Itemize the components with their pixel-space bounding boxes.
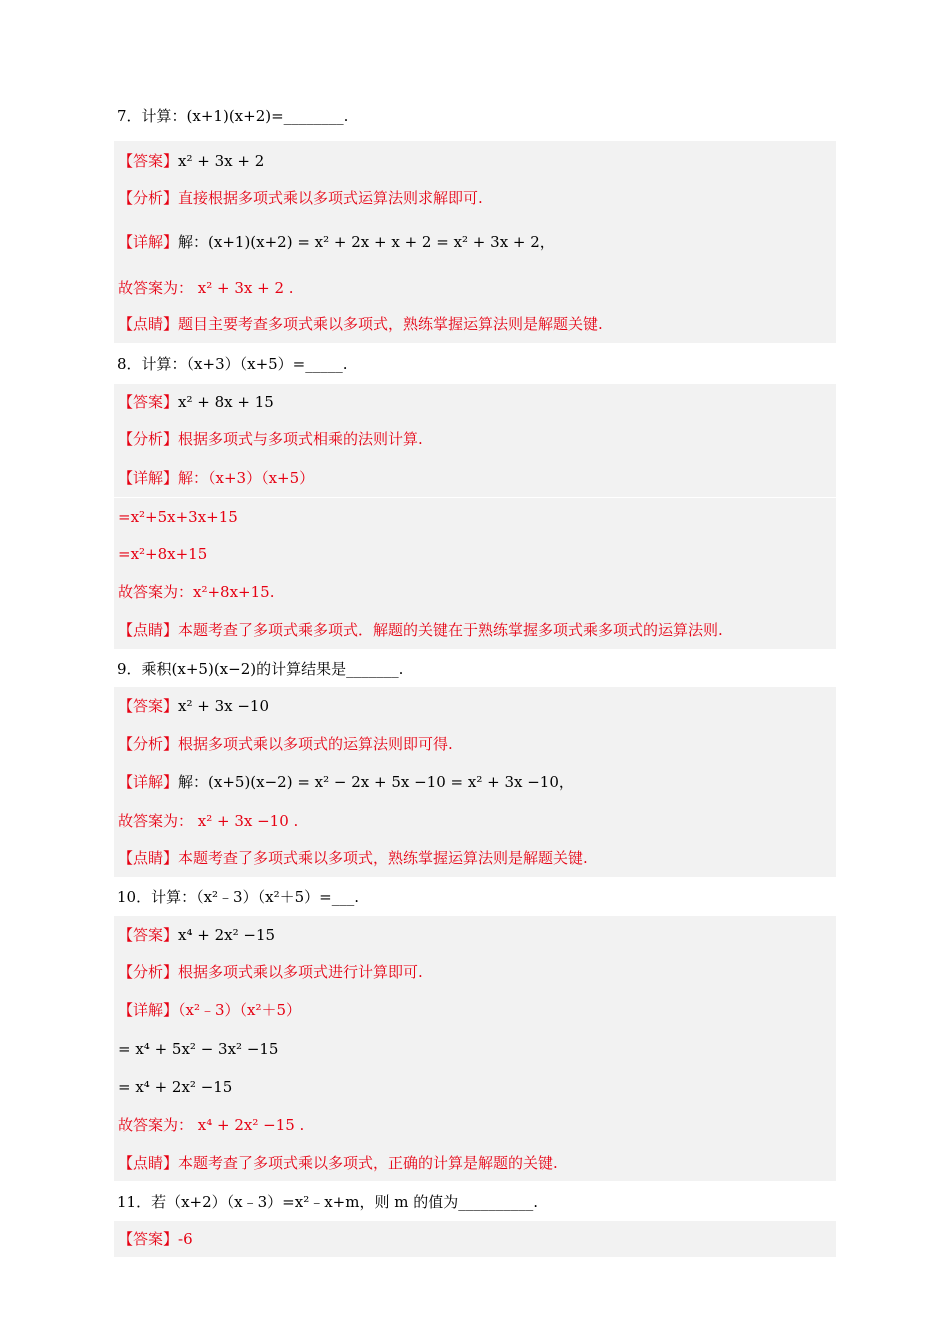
detail-7: 【详解】解：(x+1)(x+2) = x² + 2x + x + 2 = x² + 3x + 2， (118, 233, 555, 251)
detail-9: 【详解】解：(x+5)(x−2) = x² − 2x + 5x −10 = x² + 3x −10， (118, 773, 574, 791)
answer-8: 【答案】x² + 8x + 15 (118, 393, 274, 411)
question-7: 7．计算：(x+1)(x+2)=________. (117, 107, 349, 125)
detail-8-step-2: =x²+8x+15 (118, 545, 208, 563)
answer-11: 【答案】-6 (118, 1230, 193, 1248)
detail-10-step-1: = x⁴ + 5x² − 3x² −15 (118, 1040, 279, 1058)
detail-8: 【详解】解：（x+3）（x+5） (118, 469, 315, 487)
question-11: 11．若（x+2）（x﹣3）=x²﹣x+m，则 m 的值为__________. (117, 1193, 538, 1211)
comment-7: 【点睛】题目主要考查多项式乘以多项式，熟练掌握运算法则是解题关键. (118, 315, 603, 333)
analysis-8: 【分析】根据多项式与多项式相乘的法则计算. (118, 430, 423, 448)
comment-10: 【点睛】本题考查了多项式乘以多项式，正确的计算是解题的关键. (118, 1154, 558, 1172)
conclusion-7: 故答案为： x² + 3x + 2 . (118, 279, 294, 297)
question-9: 9．乘积(x+5)(x−2)的计算结果是_______. (117, 660, 404, 678)
answer-7: 【答案】x² + 3x + 2 (118, 152, 265, 170)
comment-8: 【点睛】本题考查了多项式乘多项式．解题的关键在于熟练掌握多项式乘多项式的运算法则. (118, 621, 723, 639)
conclusion-8: 故答案为：x²+8x+15. (118, 583, 275, 601)
analysis-9: 【分析】根据多项式乘以多项式的运算法则即可得. (118, 735, 453, 753)
row-divider (114, 497, 836, 498)
conclusion-10: 故答案为： x⁴ + 2x² −15 . (118, 1116, 305, 1134)
analysis-7: 【分析】直接根据多项式乘以多项式运算法则求解即可. (118, 189, 483, 207)
question-8: 8．计算：（x+3）（x+5）=_____. (117, 355, 348, 373)
question-10: 10．计算：（x²﹣3）（x²＋5）=___. (117, 888, 359, 906)
comment-9: 【点睛】本题考查了多项式乘以多项式，熟练掌握运算法则是解题关键. (118, 849, 588, 867)
detail-10: 【详解】（x²﹣3）（x²＋5） (118, 1001, 302, 1019)
detail-10-step-2: = x⁴ + 2x² −15 (118, 1078, 233, 1096)
conclusion-9: 故答案为： x² + 3x −10 . (118, 812, 299, 830)
answer-10: 【答案】x⁴ + 2x² −15 (118, 926, 276, 944)
answer-9: 【答案】x² + 3x −10 (118, 697, 270, 715)
detail-8-step-1: =x²+5x+3x+15 (118, 508, 238, 526)
analysis-10: 【分析】根据多项式乘以多项式进行计算即可. (118, 963, 423, 981)
